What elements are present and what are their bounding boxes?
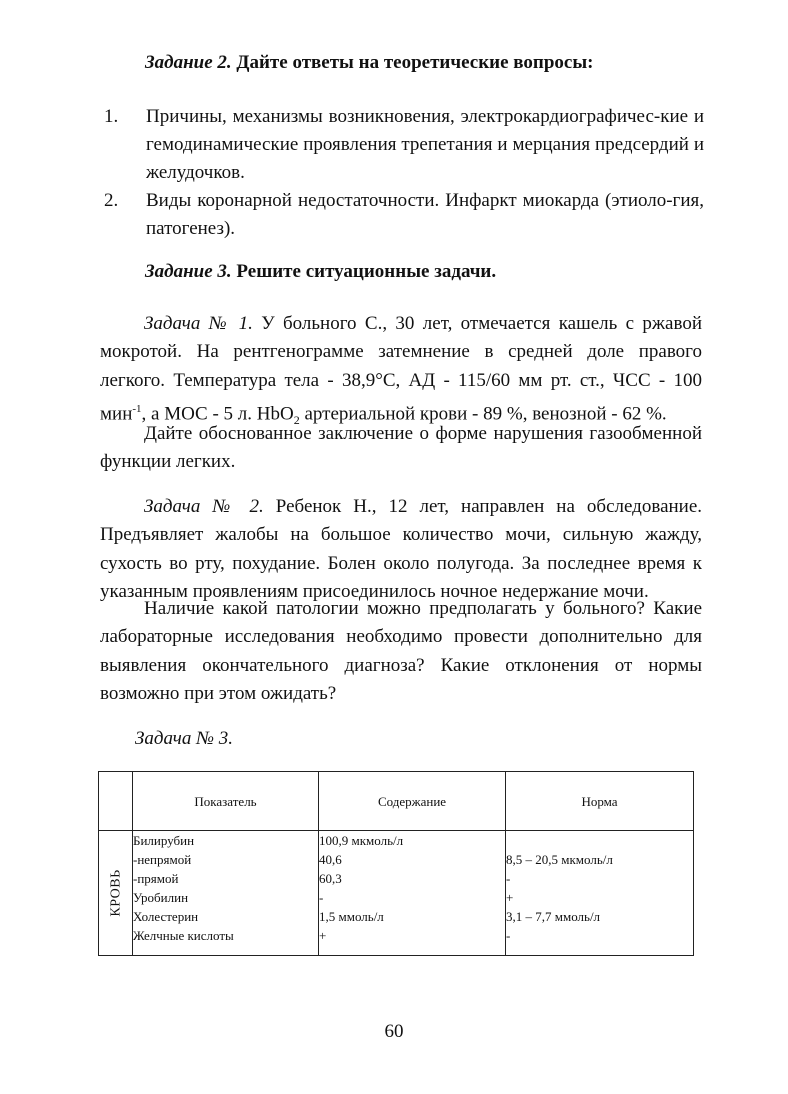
- problem3-label: Задача № 3.: [135, 728, 233, 749]
- content-value: 1,5 ммоль/л: [319, 909, 384, 924]
- problem1-text: [100, 310, 702, 434]
- content-column: [319, 831, 506, 956]
- content-value: 40,6: [319, 852, 342, 867]
- indicator-value: Уробилин: [133, 890, 189, 905]
- problem1-text-b: , а МОС - 5 л. HbO: [141, 403, 294, 425]
- problem1-label: Задача № 1.: [144, 313, 253, 334]
- problem2-text: [100, 493, 702, 606]
- task3-heading: [145, 261, 496, 283]
- norm-value: 8,5 – 20,5 мкмоль/л: [506, 852, 613, 867]
- side-label-cell: [99, 831, 133, 956]
- task2-heading: [145, 52, 594, 74]
- norm-value: -: [506, 871, 511, 886]
- problem2-body: Ребенок Н., 12 лет, направлен на обследование. Предъявляет жалобы на большое количество мочи, сильную жажду, сухость во рту, похудание. Болен около полугода. За последнее время к указанным проявлениям присоединилось ночное недержание мочи.: [100, 496, 703, 602]
- indicator-value: Холестерин: [133, 909, 199, 924]
- problem2-question: Наличие какой патологии можно предполагать у больного? Какие лабораторные исследования необходимо провести дополнительно для выявления окончательного диагноза? Какие отклонения от нормы возможно при этом ожидать?: [100, 598, 702, 704]
- problem1-sub: 2: [293, 413, 300, 428]
- norm-column: [506, 831, 694, 956]
- list-item: [104, 187, 704, 243]
- problem1-question: Дайте обоснованное заключение о форме нарушения газообменной функции легких.: [100, 423, 702, 473]
- content-value: 100,9 мкмоль/л: [319, 833, 404, 848]
- list-item-text: Причины, механизмы возникновения, электрокардиографичес-кие и гемодинамические проявления трепетания и мерцания предсердий и желудочков.: [146, 106, 704, 183]
- problem1-text-c: артериальной крови - 89 %, венозной - 62 %.: [299, 403, 667, 425]
- lab-results-table: [98, 771, 694, 956]
- content-value: -: [319, 890, 324, 905]
- table-header-side: [99, 772, 133, 831]
- list-item-number: 2.: [104, 190, 119, 211]
- problem1-text-a: У больного С., 30 лет, отмечается кашель с ржавой мокротой. На рентгенограмме затемнение в средней доле правого легкого. Температура тела - 38,9°С, АД - 115/60 мм рт. ст., ЧСС - 100 мин: [100, 313, 703, 425]
- table-row: [99, 831, 694, 956]
- norm-value: 3,1 – 7,7 ммоль/л: [506, 909, 601, 924]
- content-value: 60,3: [319, 871, 342, 886]
- task2-label: Задание 2.: [145, 52, 232, 73]
- norm-value: [506, 831, 693, 850]
- list-item-number: 1.: [104, 106, 119, 127]
- list-item: [104, 103, 704, 187]
- norm-value: +: [506, 890, 514, 905]
- indicator-value: -непрямой: [133, 852, 192, 867]
- theory-questions-list: [104, 103, 704, 243]
- list-item-text: Виды коронарной недостаточности. Инфаркт миокарда (этиоло-гия, патогенез).: [146, 190, 704, 239]
- table-header-row: [99, 772, 694, 831]
- indicator-value: Билирубин: [133, 833, 195, 848]
- problem1-sup: -1: [132, 402, 142, 415]
- table-header-content: Содержание: [319, 772, 506, 831]
- indicator-value: -прямой: [133, 871, 179, 886]
- task3-label: Задание 3.: [145, 261, 232, 282]
- task2-title: Дайте ответы на теоретические вопросы:: [236, 52, 594, 73]
- content-value: +: [319, 928, 327, 943]
- table-header-indicator: Показатель: [133, 772, 319, 831]
- page-number: 60: [384, 1021, 404, 1042]
- side-label: КРОВЬ: [108, 869, 123, 917]
- table-header-norm: Норма: [506, 772, 694, 831]
- indicator-column: [133, 831, 319, 956]
- problem2-label: Задача № 2.: [144, 496, 264, 517]
- indicator-value: Желчные кислоты: [133, 928, 234, 943]
- task3-title: Решите ситуационные задачи.: [236, 261, 497, 282]
- norm-value: -: [506, 928, 511, 943]
